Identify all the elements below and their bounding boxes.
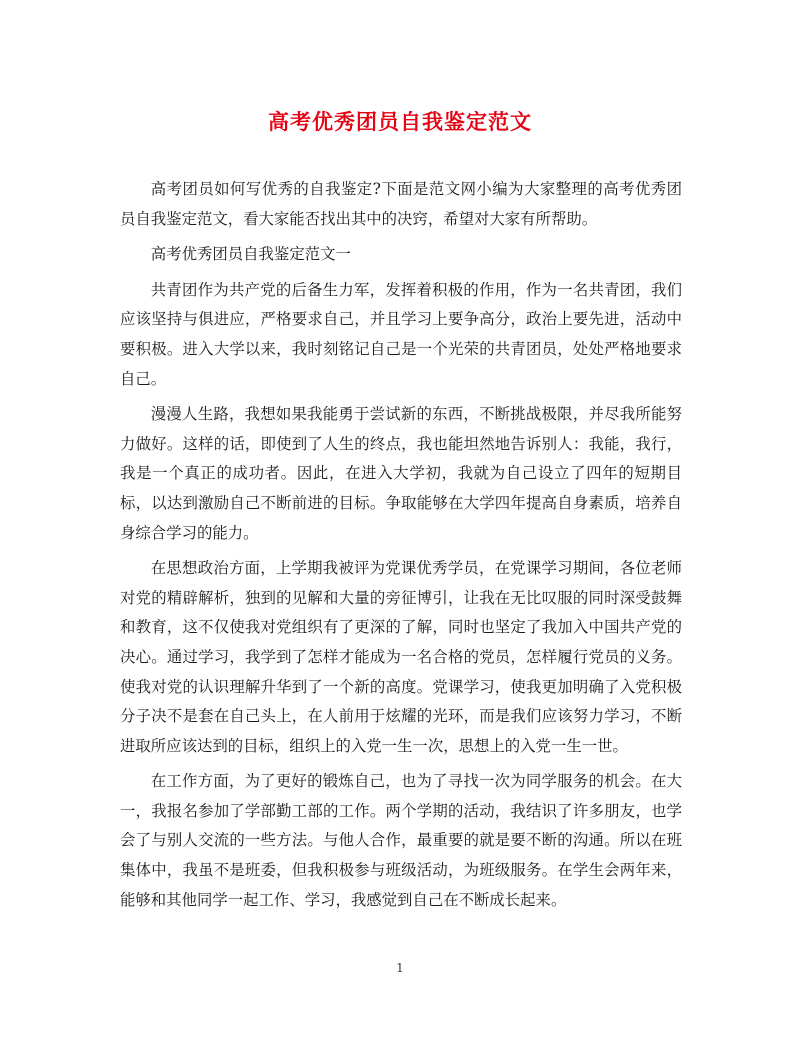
paragraph-1: 共青团作为共产党的后备生力军，发挥着积极的作用，作为一名共青团，我们应该坚持与俱进应，严格要求自己，并且学习上要争高分，政治上要先进，活动中要积极。进入大学以来，我时刻铭记自己是一个光荣的共青团员，处处严格地要求自己。 [120, 280, 682, 388]
paragraph-4: 在工作方面，为了更好的锻炼自己，也为了寻找一次为同学服务的机会。在大一，我报名参加了学部勤工部的工作。两个学期的活动，我结识了许多朋友，也学会了与别人交流的一些方法。与他人合作，最重要的就是要不断的沟通。所以在班集体中，我虽不是班委，但我积极参与班级活动，为班级服务。在学生会两年来，能够和其他同学一起工作、学习，我感觉到自己在不断成长起来。 [120, 772, 682, 909]
paragraph-2: 漫漫人生路，我想如果我能勇于尝试新的东西，不断挑战极限，并尽我所能努力做好。这样的话，即使到了人生的终点，我也能坦然地告诉别人：我能，我行，我是一个真正的成功者。因此，在进入大学初，我就为自己设立了四年的短期目标，以达到激励自己不断前进的目标。争取能够在大学四年提高自身素质，培养自身综合学习的能力。 [120, 405, 682, 542]
document-title: 高考优秀团员自我鉴定范文 [268, 109, 532, 134]
document-body [120, 175, 682, 921]
section-heading: 高考优秀团员自我鉴定范文一 [150, 245, 351, 264]
paragraph-intro: 高考团员如何写优秀的自我鉴定?下面是范文网小编为大家整理的高考优秀团员自我鉴定范文，看大家能否找出其中的决窍，希望对大家有所帮助。 [120, 180, 682, 228]
page-number: 1 [396, 961, 404, 975]
paragraph-3: 在思想政治方面，上学期我被评为党课优秀学员，在党课学习期间，各位老师对党的精辟解析，独到的见解和大量的旁征博引，让我在无比叹服的同时深受鼓舞和教育，这不仅使我对党组织有了更深的了解，同时也坚定了我加入中国共产党的决心。通过学习，我学到了怎样才能成为一名合格的党员，怎样履行党员的义务。使我对党的认识理解升华到了一个新的高度。党课学习，使我更加明确了入党积极分子决不是套在自己头上，在人前用于炫耀的光环，而是我们应该努力学习，不断进取所应该达到的目标，组织上的入党一生一次，思想上的入党一生一世。 [120, 559, 682, 755]
